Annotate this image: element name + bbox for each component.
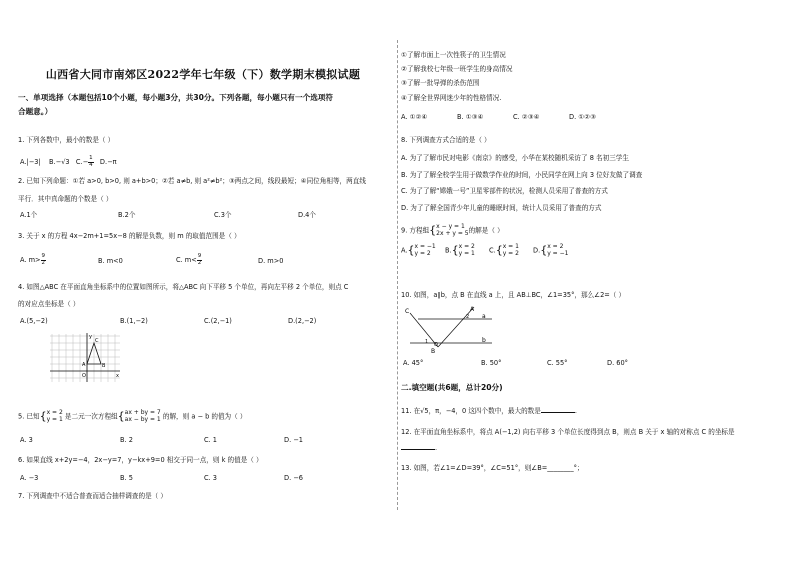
q5-prefix: 5. 已知 xyxy=(18,412,40,421)
q2-option-c: C.3个 xyxy=(214,211,232,219)
q10-label-a-point: A xyxy=(470,306,475,313)
q4-label-c: C xyxy=(95,338,99,344)
q8-option-a: A. 为了了解市民对电影《南京》的感受，小华在某校随机采访了 8 名初三学生 xyxy=(401,154,629,162)
q2-line1: 2. 已知下列命题：①若 a>0, b>0, 则 a+b>0；②若 a≠b, 则 a²≠b²；③两点之间，线段最短；④同位角相等，两直线 xyxy=(18,177,366,185)
q4-line1: 4. 如图△ABC 在平面直角坐标系中的位置如图所示，将△ABC 向下平移 5 个单位，再向左平移 2 个单位，则点 C xyxy=(18,283,349,291)
q9-system: x − y = 1 2x + y = 5 xyxy=(436,223,469,237)
q6-stem: 6. 如果直线 x+2y=−4，2x−y=7，y−kx+9=0 相交于同一点，则 k 的值是（ ） xyxy=(18,456,263,464)
q5-option-b: B. 2 xyxy=(120,436,133,444)
q3-stem: 3. 关于 x 的方程 4x−2m+1=5x−8 的解是负数，则 m 的取值范围是（ ） xyxy=(18,232,241,240)
q7-choice-c: C. ②③④ xyxy=(513,113,540,121)
q4-option-b: B.(1,−2) xyxy=(120,317,148,325)
q10-line-bc xyxy=(410,313,438,347)
q10-option-b: B. 50° xyxy=(481,359,502,367)
q2-option-a: A.1个 xyxy=(20,211,38,219)
q10-label-c: C xyxy=(405,308,410,315)
q6-option-c: C. 3 xyxy=(204,474,217,482)
q10-label-b-point: B xyxy=(431,348,436,355)
q8-option-d: D. 为了了解全国青少年儿童的睡眠时间，统计人员采用了普查的方式 xyxy=(401,204,602,212)
q9-option-d: D.{x = 2 y = −1 xyxy=(533,243,569,257)
q4-coordinate-figure xyxy=(48,332,122,384)
q9-stem: 9. 方程组{x − y = 1 2x + y = 5的解是（ ） xyxy=(401,223,504,237)
q6-option-a: A. −3 xyxy=(20,474,39,482)
q4-option-a: A.(5,−2) xyxy=(20,317,48,325)
q7-choice-b: B. ①③④ xyxy=(457,113,484,121)
q4-label-y: y xyxy=(89,334,92,340)
q9-option-b: B.{x = 2 y = 1 xyxy=(445,243,475,257)
q7-stem: 7. 下列调查中不适合普查而适合抽样调查的是（ ） xyxy=(18,492,167,500)
q9-option-c: C.{x = 1 y = 2 xyxy=(489,243,519,257)
q1-option-d: D.−π xyxy=(99,158,117,166)
q3-option-d: D. m>0 xyxy=(258,257,284,265)
q7-item-2: ②了解我校七年级一班学生的身高情况 xyxy=(401,65,513,73)
q10-figure xyxy=(404,303,496,355)
q8-option-b: B. 为了了解全校学生用于做数学作业的时间，小民同学在网上向 3 位好友做了调查 xyxy=(401,171,643,179)
section1-header-line2: 合题意。） xyxy=(18,107,53,116)
q5-system1: x = 2 y = 1 xyxy=(46,409,63,423)
q11-answer-blank xyxy=(541,412,575,413)
q3-option-b: B. m<0 xyxy=(98,257,123,265)
q10-line-ab xyxy=(438,307,474,347)
q10-stem: 10. 如图，a∥b，点 B 在直线 a 上，且 AB⊥BC，∠1=35°，那么∠2=（ ） xyxy=(401,291,626,299)
q5-system2: ax + by = 7 ax − by = 1 xyxy=(124,409,161,423)
q8-stem: 8. 下列调查方式合适的是（ ） xyxy=(401,136,491,144)
q9-option-a: A.{x = −1 y = 2 xyxy=(401,243,436,257)
q5-mid: 是二元一次方程组 xyxy=(64,412,118,421)
q3-option-c: C. m< $\frac{9}{2}$ xyxy=(176,253,202,266)
q12-line2: . xyxy=(401,445,437,453)
q1-option-b: B.−√3 xyxy=(49,158,70,166)
q7-choice-a: A. ①②④ xyxy=(401,113,428,121)
q6-option-d: D. −6 xyxy=(284,474,303,482)
section2-header: 二.填空题(共6题，总计20分) xyxy=(401,383,503,392)
q4-label-a: A xyxy=(82,362,86,368)
q5-option-d: D. −1 xyxy=(284,436,303,444)
q7-choice-d: D. ①②③ xyxy=(569,113,597,121)
q10-label-b-line: b xyxy=(482,337,486,344)
q12-answer-blank xyxy=(401,449,435,450)
q12-line1: 12. 在平面直角坐标系中，将点 A(−1,2) 向右平移 3 个单位长度得到点 B，则点 B 关于 x 轴的对称点 C 的坐标是 xyxy=(401,428,735,436)
q5-suffix: 的解，则 a − b 的值为（ ） xyxy=(162,412,247,421)
section1-header-line1: 一、单项选择（本题包括10个小题，每小题3分，共30分。下列各题，每小题只有一个选项符 xyxy=(18,93,333,102)
q10-label-2: 2 xyxy=(466,314,470,320)
page-title: 山西省大同市南郊区2022学年七年级（下）数学期末模拟试题 xyxy=(45,68,361,81)
q8-option-c: C. 为了了解“嫦娥一号”卫星零部件的状况，检测人员采用了普查的方式 xyxy=(401,187,608,195)
q4-line2: 的对应点坐标是（ ） xyxy=(18,300,80,308)
q2-line2: 平行．其中真命题的个数是（ ） xyxy=(18,195,113,203)
q1-stem: 1. 下列各数中，最小的数是（ ） xyxy=(18,136,115,144)
q10-label-a-line: a xyxy=(482,313,486,320)
q4-option-d: D.(2,−2) xyxy=(288,317,317,325)
q1-option-c: C.− xyxy=(75,158,89,166)
q1-option-c-fraction: $\frac{1}{4}$ xyxy=(89,155,93,168)
q5-option-a: A. 3 xyxy=(20,436,33,444)
q7-item-1: ①了解市面上一次性筷子的卫生情况 xyxy=(401,51,506,59)
q4-label-x: x xyxy=(116,373,119,379)
q13-stem: 13. 如图，若∠1=∠D=39°，∠C=51°，则∠B=________°； xyxy=(401,464,584,472)
q6-option-b: B. 5 xyxy=(120,474,133,482)
column-divider xyxy=(397,40,398,510)
q1-option-a: A.|−3| xyxy=(20,158,41,166)
q10-label-1: 1 xyxy=(425,339,429,345)
q4-option-c: C.(2,−1) xyxy=(204,317,232,325)
q2-option-b: B.2个 xyxy=(118,211,136,219)
q10-option-a: A. 45° xyxy=(403,359,424,367)
q5-stem: 5. 已知{x = 2 y = 1 是二元一次方程组{ax + by = 7 ax − by = 1 的解，则 a − b 的值为（ ） xyxy=(18,409,247,423)
q11-stem: 11. 在√5，π，−4，0 这四个数中，最大的数是 . xyxy=(401,407,577,415)
q7-item-3: ③了解一批导弹的杀伤范围 xyxy=(401,79,480,87)
q4-label-o: O xyxy=(82,373,86,379)
q4-label-b: B xyxy=(102,363,106,369)
q2-option-d: D.4个 xyxy=(298,211,316,219)
q10-option-c: C. 55° xyxy=(547,359,568,367)
q7-item-4: ④了解全世界网迷少年的性格情况. xyxy=(401,94,502,102)
q10-option-d: D. 60° xyxy=(607,359,628,367)
q1-options xyxy=(20,156,117,168)
q3-option-a: A. m> $\frac{9}{2}$ xyxy=(20,253,46,266)
q5-option-c: C. 1 xyxy=(204,436,217,444)
